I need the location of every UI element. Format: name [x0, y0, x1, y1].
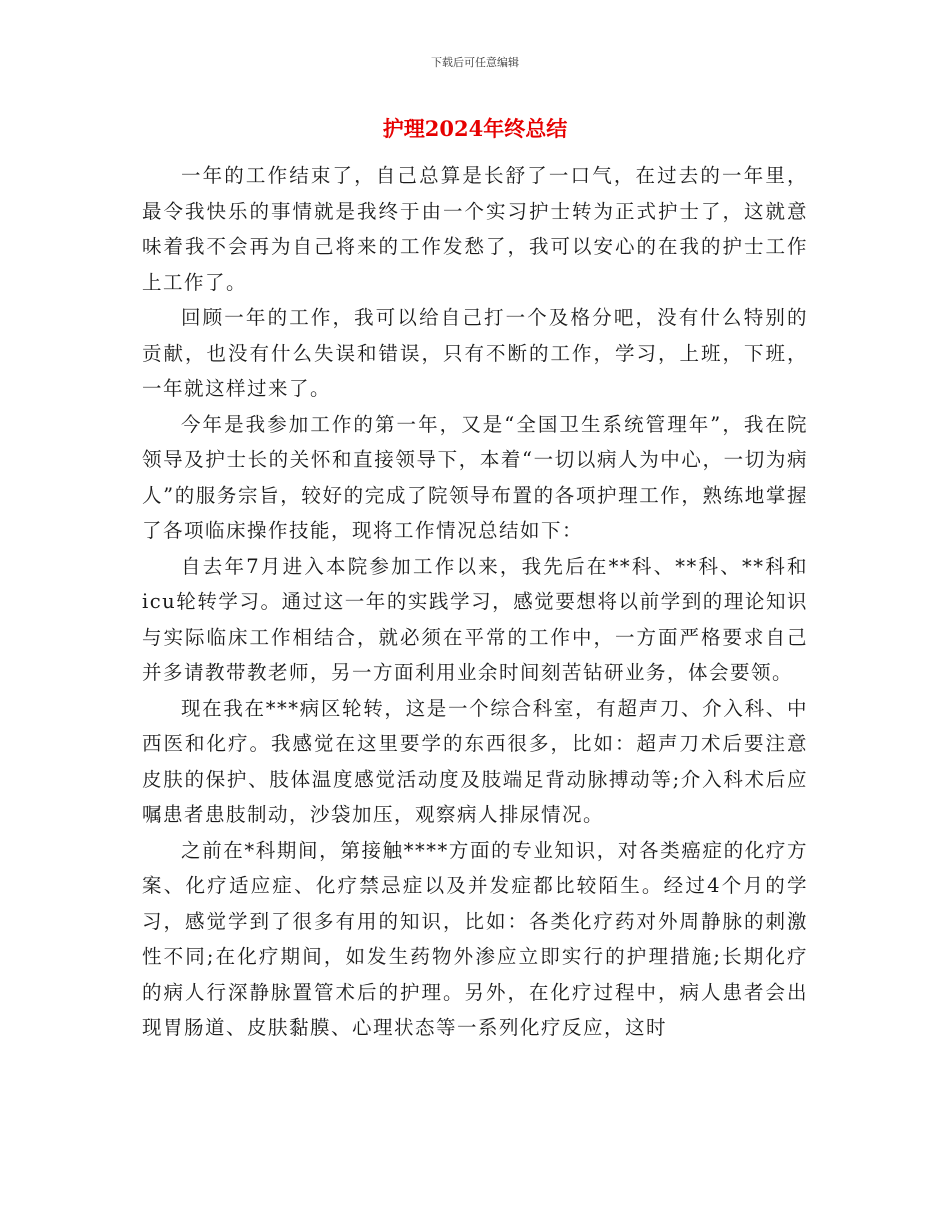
paragraph: 今年是我参加工作的第一年，又是“全国卫生系统管理年”，我在院领导及护士长的关怀和直接领导下，本着“一切以病人为中心，一切为病人”的服务宗旨，较好的完成了院领导布置的各项护理工作，熟练地掌握了各项临床操作技能，现将工作情况总结如下： [142, 412, 808, 542]
document-body [142, 158, 808, 1046]
paragraph: 现在我在***病区轮转，这是一个综合科室，有超声刀、介入科、中西医和化疗。我感觉在这里要学的东西很多，比如：超声刀术后要注意皮肤的保护、肢体温度感觉活动度及肢端足背动脉搏动等;介入科术后应嘱患者患肢制动，沙袋加压，观察病人排尿情况。 [142, 696, 808, 826]
paragraph: 一年的工作结束了，自己总算是长舒了一口气，在过去的一年里，最令我快乐的事情就是我终于由一个实习护士转为正式护士了，这就意味着我不会再为自己将来的工作发愁了，我可以安心的在我的护士工作上工作了。 [142, 164, 808, 294]
document-title: 护理2024年终总结 [382, 116, 568, 141]
paragraph: 回顾一年的工作，我可以给自己打一个及格分吧，没有什么特别的贡献，也没有什么失误和错误，只有不断的工作，学习，上班，下班，一年就这样过来了。 [142, 306, 808, 400]
paragraph: 之前在*科期间，第接触****方面的专业知识，对各类癌症的化疗方案、化疗适应症、化疗禁忌症以及并发症都比较陌生。经过4个月的学习，感觉学到了很多有用的知识，比如：各类化疗药对外周静脉的刺激性不同;在化疗期间，如发生药物外渗应立即实行的护理措施;长期化疗的病人行深静脉置管术后的护理。另外，在化疗过程中，病人患者会出现胃肠道、皮肤黏膜、心理状态等一系列化疗反应，这时 [142, 838, 808, 1039]
header-note: 下载后可任意编辑 [431, 56, 519, 69]
paragraph: 自去年7月进入本院参加工作以来，我先后在**科、**科、**科和icu轮转学习。通过这一年的实践学习，感觉要想将以前学到的理论知识与实际临床工作相结合，就必须在平常的工作中，一方面严格要求自己并多请教带教老师，另一方面利用业余时间刻苦钻研业务，体会要领。 [142, 554, 808, 684]
